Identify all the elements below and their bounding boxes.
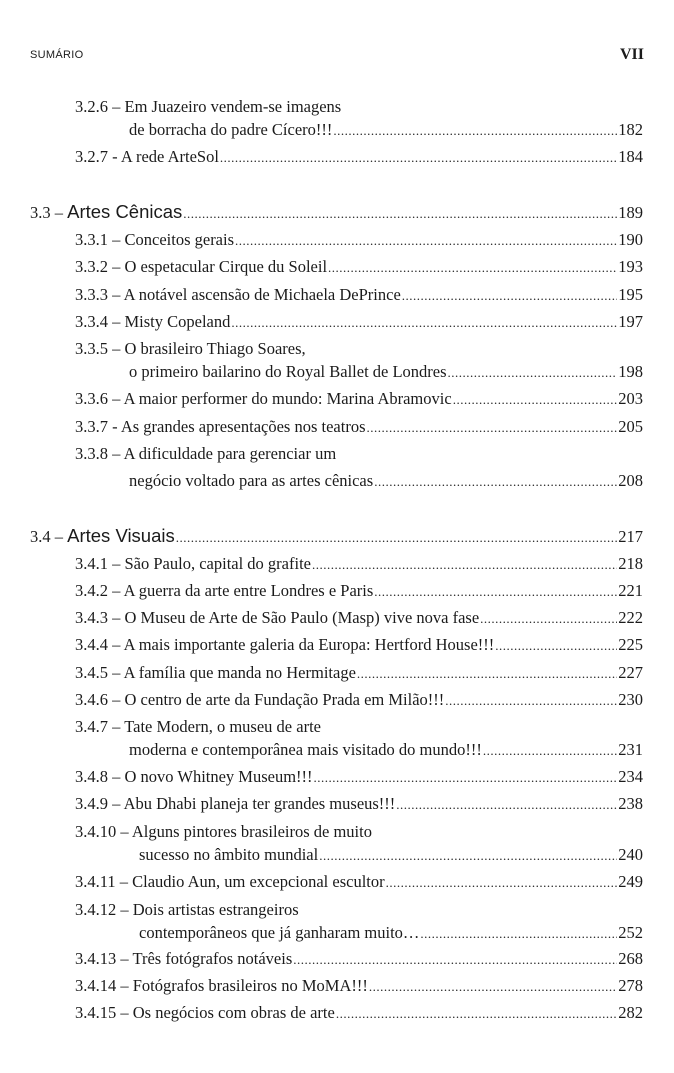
page-number-roman: VII (619, 46, 644, 63)
dot-leader (402, 284, 617, 307)
entry-title-line1: Tate Modern, o museu de arte (124, 717, 321, 736)
toc-entry[interactable] (75, 416, 643, 438)
entry-title-text: As grandes apresentações nos teatros (120, 417, 366, 436)
entry-page: 234 (618, 767, 643, 786)
toc-entry[interactable] (129, 739, 643, 761)
entry-number: 3.3.3 – (75, 285, 121, 304)
toc-entry-first-line (75, 899, 299, 921)
toc-entry[interactable] (75, 871, 643, 893)
dot-leader (183, 202, 617, 225)
entry-title-line1: O brasileiro Thiago Soares, (124, 339, 306, 358)
entry-title (75, 311, 230, 333)
dot-leader (231, 311, 617, 334)
dot-leader (312, 553, 617, 576)
dot-leader (374, 470, 617, 493)
dot-leader (293, 948, 617, 971)
entry-title-line1: Alguns pintores brasileiros de muito (131, 822, 372, 841)
entry-page: 249 (618, 872, 643, 891)
entry-title (75, 146, 219, 168)
entry-number: 3.4.13 – (75, 949, 129, 968)
entry-page: 205 (618, 417, 643, 436)
entry-number: 3.3.7 - (75, 417, 118, 436)
toc-entry[interactable] (75, 689, 643, 711)
entry-title-text: O centro de arte da Fundação Prada em Milão!!! (124, 690, 445, 709)
entry-title (75, 580, 373, 602)
entry-page: 282 (618, 1003, 643, 1022)
entry-title-text: Fotógrafos brasileiros no MoMA!!! (132, 976, 368, 995)
entry-page: 231 (618, 740, 643, 759)
entry-page: 193 (618, 257, 643, 276)
entry-number: 3.3.5 – (75, 339, 121, 358)
entry-title (75, 229, 234, 251)
toc-entry-first-line (75, 821, 372, 843)
toc-entry[interactable] (75, 948, 643, 970)
entry-number: 3.3.4 – (75, 312, 121, 331)
toc-entry[interactable] (75, 607, 643, 629)
dot-leader (235, 229, 617, 252)
dot-leader (453, 388, 618, 411)
entry-title-line2: moderna e contemporânea mais visitado do mundo!!! (129, 740, 482, 759)
entry-number: 3.4.1 – (75, 554, 121, 573)
entry-title-text: A família que manda no Hermitage (123, 663, 356, 682)
dot-leader (319, 844, 617, 867)
entry-title-line2: de borracha do padre Cícero!!! (129, 120, 333, 139)
toc-entry[interactable] (139, 844, 643, 866)
entry-title-line2: negócio voltado para as artes cênicas (129, 471, 374, 490)
dot-leader (396, 793, 617, 816)
toc-entry[interactable] (75, 1002, 643, 1024)
toc-entry[interactable] (75, 256, 643, 278)
entry-number: 3.4.15 – (75, 1003, 129, 1022)
entry-title (75, 256, 327, 278)
toc-entry[interactable] (75, 766, 643, 788)
entry-page: 197 (618, 312, 643, 331)
dot-leader (176, 526, 618, 549)
entry-number: 3.4.2 – (75, 581, 121, 600)
toc-entry[interactable] (139, 922, 643, 944)
entry-title-line1: Dois artistas estrangeiros (132, 900, 299, 919)
entry-title-text: A mais importante galeria da Europa: Hertford House!!! (123, 635, 495, 654)
entry-page: 268 (618, 949, 643, 968)
entry-number: 3.2.6 – (75, 97, 121, 116)
dot-leader (367, 416, 618, 439)
toc-entry[interactable] (75, 553, 643, 575)
toc-section[interactable] (30, 525, 643, 547)
toc-entry-first-line (75, 96, 341, 118)
toc-entry-first-line (75, 716, 321, 738)
entry-page: 230 (618, 690, 643, 709)
entry-page: 227 (618, 663, 643, 682)
entry-number: 3.4.14 – (75, 976, 129, 995)
entry-title (75, 793, 395, 815)
entry-page: 221 (618, 581, 643, 600)
toc-entry[interactable] (129, 470, 643, 492)
entry-number: 3.4.7 – (75, 717, 121, 736)
entry-title-line2: contemporâneos que já ganharam muito… (139, 923, 420, 942)
entry-page: 238 (618, 794, 643, 813)
dot-leader (386, 871, 618, 894)
toc-entry[interactable] (129, 119, 643, 141)
dot-leader (314, 766, 618, 789)
entry-title-text: A guerra da arte entre Londres e Paris (123, 581, 374, 600)
entry-title-text: O Museu de Arte de São Paulo (Masp) vive nova fase (124, 608, 480, 627)
entry-title (75, 975, 368, 997)
entry-number: 3.4.8 – (75, 767, 121, 786)
entry-title-text: São Paulo, capital do grafite (124, 554, 311, 573)
dot-leader (480, 607, 617, 630)
toc-entry[interactable] (75, 146, 643, 168)
entry-page: 184 (618, 147, 643, 166)
entry-title (75, 607, 479, 629)
entry-number: 3.4.3 – (75, 608, 121, 627)
entry-page: 203 (618, 389, 643, 408)
toc-entry[interactable] (75, 229, 643, 251)
entry-title-text: Abu Dhabi planeja ter grandes museus!!! (123, 794, 396, 813)
running-head: SUMÁRIO (30, 49, 84, 61)
entry-title (75, 284, 401, 306)
entry-number: 3.3.2 – (75, 257, 121, 276)
entry-title-text: A notável ascensão de Michaela DePrince (123, 285, 401, 304)
entry-number: 3.4.6 – (75, 690, 121, 709)
section-page: 189 (618, 203, 643, 222)
dot-leader (483, 739, 617, 762)
entry-title (75, 553, 311, 575)
entry-title (75, 871, 385, 893)
entry-title-text: Três fotógrafos notáveis (132, 949, 293, 968)
entry-title (75, 948, 292, 970)
entry-title (75, 1002, 335, 1024)
entry-page: 182 (618, 120, 643, 139)
entry-title (75, 766, 313, 788)
section-page: 217 (618, 527, 643, 546)
entry-title (75, 416, 366, 438)
section-title (30, 201, 182, 224)
section-number: 3.4 – (30, 527, 63, 546)
entry-page: 252 (618, 923, 643, 942)
dot-leader (448, 361, 618, 384)
entry-number: 3.4.10 – (75, 822, 129, 841)
entry-page: 225 (618, 635, 643, 654)
toc-section[interactable] (30, 201, 643, 223)
toc-entry[interactable] (75, 662, 643, 684)
dot-leader (420, 922, 617, 945)
dot-leader (369, 975, 617, 998)
dot-leader (445, 689, 617, 712)
toc-entry[interactable] (75, 311, 643, 333)
entry-title-text: Misty Copeland (124, 312, 231, 331)
entry-title (75, 634, 494, 656)
dot-leader (220, 146, 617, 169)
entry-page: 240 (618, 845, 643, 864)
toc-entry[interactable] (129, 361, 643, 383)
section-title (30, 525, 175, 548)
entry-title-text: O espetacular Cirque du Soleil (124, 257, 328, 276)
entry-page: 278 (618, 976, 643, 995)
section-title-text: Artes Cênicas (67, 201, 183, 222)
entry-number: 3.3.6 – (75, 389, 121, 408)
entry-number: 3.3.1 – (75, 230, 121, 249)
dot-leader (328, 256, 617, 279)
toc-entry-first-line (75, 338, 306, 360)
entry-title-text: Claudio Aun, um excepcional escultor (132, 872, 385, 891)
entry-title-line1: A dificuldade para gerenciar um (123, 444, 337, 463)
toc-entry[interactable] (75, 284, 643, 306)
entry-title-line2: o primeiro bailarino do Royal Ballet de Londres (129, 362, 447, 381)
entry-title-line1: Em Juazeiro vendem-se imagens (124, 97, 342, 116)
section-title-text: Artes Visuais (67, 525, 175, 546)
entry-number: 3.3.8 – (75, 444, 121, 463)
entry-page: 222 (618, 608, 643, 627)
entry-page: 190 (618, 230, 643, 249)
entry-title (75, 662, 356, 684)
entry-number: 3.4.9 – (75, 794, 121, 813)
entry-page: 218 (618, 554, 643, 573)
entry-page: 198 (618, 362, 643, 381)
toc-entry[interactable] (75, 580, 643, 602)
entry-title-text: A rede ArteSol (120, 147, 219, 166)
dot-leader (357, 662, 617, 685)
toc-entry[interactable] (75, 793, 643, 815)
entry-title-text: A maior performer do mundo: Marina Abramovic (123, 389, 452, 408)
entry-number: 3.2.7 - (75, 147, 118, 166)
entry-title-text: Conceitos gerais (124, 230, 235, 249)
dot-leader (374, 580, 617, 603)
entry-title-line2: sucesso no âmbito mundial (139, 845, 319, 864)
dot-leader (333, 119, 617, 142)
entry-page: 195 (618, 285, 643, 304)
section-number: 3.3 – (30, 203, 63, 222)
toc-entry[interactable] (75, 634, 643, 656)
dot-leader (495, 634, 617, 657)
entry-title (75, 689, 444, 711)
entry-title-text: Os negócios com obras de arte (132, 1003, 335, 1022)
entry-number: 3.4.4 – (75, 635, 121, 654)
entry-number: 3.4.5 – (75, 663, 121, 682)
entry-number: 3.4.11 – (75, 872, 129, 891)
entry-title-text: O novo Whitney Museum!!! (124, 767, 313, 786)
toc-entry[interactable] (75, 975, 643, 997)
toc-entry[interactable] (75, 388, 643, 410)
toc-entry-first-line (75, 443, 336, 465)
entry-title (75, 388, 452, 410)
entry-number: 3.4.12 – (75, 900, 129, 919)
entry-page: 208 (618, 471, 643, 490)
dot-leader (336, 1002, 617, 1025)
